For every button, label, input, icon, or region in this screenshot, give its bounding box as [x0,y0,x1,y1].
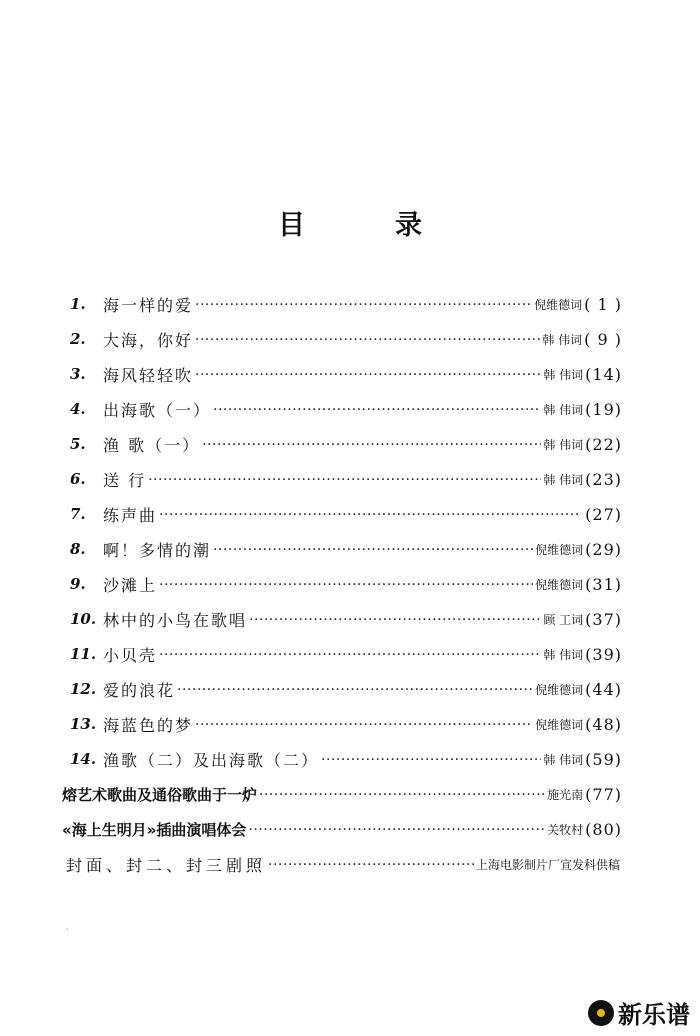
entry-page: (27) [585,504,622,524]
entry-page: (44) [585,679,622,699]
leader-dots [249,609,541,629]
entry-number: 1. [70,295,86,313]
entry-title: 海风轻轻吹 [103,365,194,385]
toc-entry[interactable] [70,499,622,529]
entry-author: 韩 伟词 [543,472,584,487]
toc-entry[interactable] [70,569,622,599]
entry-title: 海一样的爱 [103,295,194,315]
entry-author: 韩 伟词 [542,332,583,347]
entry-page: (29) [585,539,622,559]
entry-number: 12. [70,680,97,698]
title-char-2: 录 [395,210,422,241]
entry-page: (22) [585,434,622,454]
entry-title: 练声曲 [103,505,158,525]
entry-title: 林中的小鸟在歌唱 [103,610,248,630]
entry-author: 倪维德词 [534,297,583,312]
toc-entry[interactable] [70,429,622,459]
article-entry[interactable] [62,779,622,809]
cover-credit-entry[interactable] [66,849,622,879]
entry-author: 韩 伟词 [543,752,584,767]
entry-author: 韩 伟词 [543,437,584,452]
article-author: 施光南 [547,787,584,802]
entry-title: 沙滩上 [103,575,158,595]
entry-title: 渔 歌（一） [103,435,201,455]
entry-page: (59) [585,749,622,769]
entry-number: 4. [70,400,86,418]
scan-speck: · [66,925,69,934]
entry-number: 5. [70,435,86,453]
entry-title: 大海，你好 [103,330,194,350]
title-char-1: 目 [278,210,305,241]
entry-number: 9. [70,575,86,593]
leader-dots [259,784,545,804]
page-title [0,203,700,242]
record-disc-icon [588,1000,614,1026]
entry-author: 倪维德词 [535,542,584,557]
leader-dots [195,714,533,734]
entry-author: 倪维德词 [535,682,584,697]
leader-dots [202,434,541,454]
leader-dots [248,819,545,839]
entry-number: 2. [70,330,86,348]
entry-number: 7. [70,505,86,523]
entry-page: (37) [585,609,622,629]
entry-title: 送 行 [103,470,147,490]
article-page: (80) [585,819,622,839]
toc-entry[interactable] [70,359,622,389]
entry-author: 韩 伟词 [543,647,584,662]
entry-number: 13. [70,715,97,733]
entry-page: (14) [585,364,622,384]
entry-title: 渔歌（二）及出海歌（二） [103,750,320,770]
entry-title: 出海歌（一） [103,400,212,420]
entry-author: 倪维德词 [535,717,584,732]
article-title: «海上生明月»插曲演唱体会 [62,820,247,839]
entry-number: 6. [70,470,86,488]
article-entry[interactable] [62,814,622,844]
toc-entry[interactable] [70,604,622,634]
toc-entry[interactable] [70,709,622,739]
entry-page: (19) [585,399,622,419]
logo-text: 新乐谱 [618,1001,690,1029]
entry-page: (39) [585,644,622,664]
entry-number: 14. [70,750,97,768]
leader-dots [268,854,474,874]
toc-entry[interactable] [70,534,622,564]
toc-entry[interactable] [70,394,622,424]
toc-entry[interactable] [70,744,622,774]
leader-dots [321,749,541,769]
leader-dots [195,329,540,349]
entry-title: 爱的浪花 [103,680,176,700]
leader-dots [195,294,532,314]
entry-title: 海蓝色的梦 [103,715,194,735]
entry-author: 韩 伟词 [543,367,584,382]
entry-page: (31) [585,574,622,594]
article-author: 关牧村 [547,822,584,837]
leader-dots [177,679,533,699]
article-page: (77) [585,784,622,804]
entry-number: 8. [70,540,86,558]
leader-dots [159,504,581,524]
entry-author: 顾 工词 [543,612,584,627]
toc-entry[interactable] [70,289,622,319]
entry-page: (48) [585,714,622,734]
leader-dots [159,574,533,594]
entry-title: 啊！多情的潮 [103,540,212,560]
site-logo[interactable] [588,995,690,1030]
entry-author: 倪维德词 [535,577,584,592]
toc-entry[interactable] [70,464,622,494]
entry-page: ( 1 ) [584,294,622,314]
leader-dots [159,644,541,664]
cover-title: 封面、封二、封三剧照 [66,855,267,875]
leader-dots [213,399,541,419]
entry-number: 10. [70,610,97,628]
toc-entry[interactable] [70,639,622,669]
cover-credit: 上海电影制片厂宣发科供稿 [475,857,620,872]
leader-dots [195,364,541,384]
entry-title: 小贝壳 [103,645,158,665]
leader-dots [148,469,541,489]
entry-page: (23) [585,469,622,489]
entry-number: 3. [70,365,86,383]
leader-dots [213,539,533,559]
article-title: 熔艺术歌曲及通俗歌曲于一炉 [62,785,258,804]
entry-author: 韩 伟词 [543,402,584,417]
entry-number: 11. [70,645,97,663]
toc-entry[interactable] [70,674,622,704]
toc-entry[interactable] [70,324,622,354]
entry-page: ( 9 ) [584,329,622,349]
